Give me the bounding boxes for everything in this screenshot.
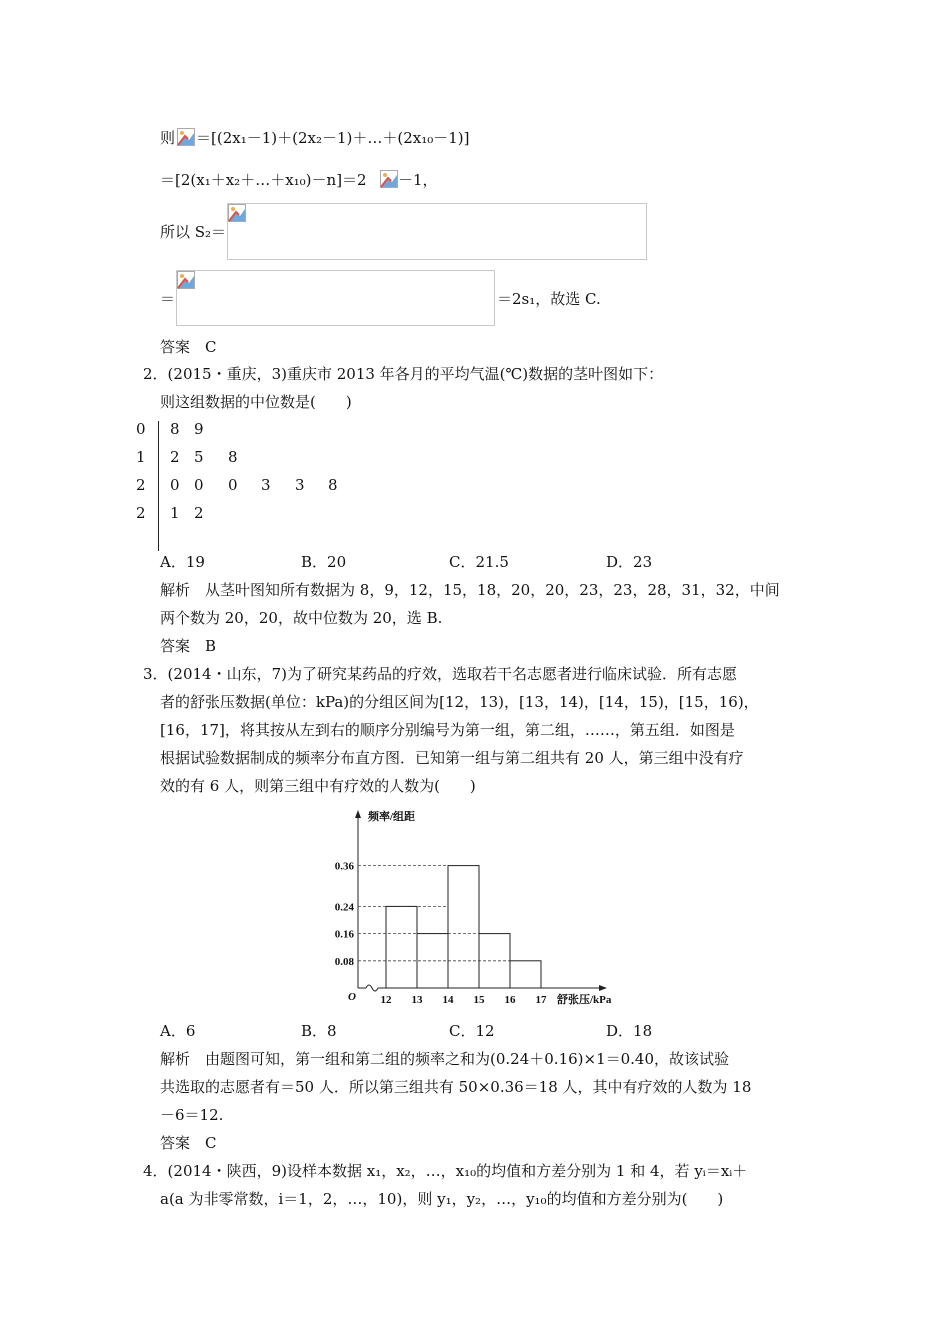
- q2-option-b[interactable]: B．20: [301, 553, 347, 571]
- q3-option-b[interactable]: B．8: [301, 1022, 337, 1040]
- stem-leaf-row: [136, 504, 536, 524]
- q4-line2: a(a 为非零常数，i＝1，2，…，10)，则 y₁，y₂，…，y₁₀的均值和方差分别为( ): [160, 1190, 724, 1208]
- q2-analysis-line2: 两个数为 20，20，故中位数为 20，选 B.: [160, 609, 443, 627]
- q3-line4: 根据试验数据制成的频率分布直方图．已知第一组与第二组共有 20 人，第三组中没有疗: [160, 749, 744, 767]
- sol1-line2-expr: ＝[2(x₁＋x₂＋…＋x₁₀)－n]＝2: [160, 171, 367, 189]
- q3-line1: 3．(2014・山东，7)为了研究某药品的疗效，选取若干名志愿者进行临床试验．所有志愿: [143, 665, 737, 683]
- answer-q2: 答案 B: [160, 637, 217, 655]
- x-axis-label: 舒张压/kPa: [557, 994, 612, 1006]
- histogram-bar: [386, 906, 417, 988]
- q3-analysis-line1: 解析 由题图可知，第一组和第二组的频率之和为(0.24＋0.16)×1＝0.40，故该试验: [160, 1050, 730, 1068]
- y-axis-label: 频率/组距: [368, 811, 416, 823]
- leaf: 1: [170, 504, 180, 522]
- leaf: 2: [170, 448, 180, 466]
- broken-image-icon: [380, 170, 398, 188]
- x-axis-arrow: [599, 985, 607, 991]
- answer-q3: 答案 C: [160, 1134, 217, 1152]
- broken-image-icon: [177, 271, 195, 289]
- leaf: 8: [328, 476, 338, 494]
- q2-prompt: 则这组数据的中位数是( ): [160, 393, 352, 411]
- x-tick-label: 14: [442, 994, 454, 1006]
- leaf: 2: [194, 504, 204, 522]
- q3-line2: 者的舒张压数据(单位：kPa)的分组区间为[12，13)，[13，14)，[14，15)，[15，16)，: [160, 693, 759, 711]
- histogram-bar: [510, 961, 541, 988]
- stem-leaf-row: [136, 476, 536, 496]
- broken-image-icon: [228, 204, 246, 222]
- stem: 2: [136, 504, 146, 522]
- y-tick-label: 0.08: [334, 955, 354, 968]
- histogram-bar: [448, 866, 479, 988]
- origin-label: O: [348, 991, 356, 1003]
- q2-option-a[interactable]: A．19: [160, 553, 205, 571]
- formula-image-frame: [176, 270, 495, 326]
- leaf: 0: [170, 476, 180, 494]
- frequency-histogram: [330, 800, 630, 1015]
- q3-option-d[interactable]: D．18: [606, 1022, 653, 1040]
- q3-analysis-line2: 共选取的志愿者有＝50 人．所以第三组共有 50×0.36＝18 人，其中有疗效的人数为 18: [160, 1078, 752, 1096]
- stem: 0: [136, 420, 146, 438]
- y-tick-label: 0.36: [334, 860, 354, 873]
- leaf: 9: [194, 420, 204, 438]
- x-tick-label: 12: [380, 994, 392, 1006]
- leaf: 3: [295, 476, 305, 494]
- x-tick-label: 15: [473, 994, 485, 1006]
- sol1-line1-expr: ＝[(2x₁－1)＋(2x₂－1)＋…＋(2x₁₀－1)]: [196, 129, 470, 147]
- q2-option-c[interactable]: C．21.5: [449, 553, 509, 571]
- q4-line1: 4．(2014・陕西，9)设样本数据 x₁，x₂，…，x₁₀的均值和方差分别为 1 和 4，若 yᵢ＝xᵢ＋: [143, 1162, 748, 1180]
- leaf: 5: [194, 448, 204, 466]
- q2-analysis-line1: 解析 从茎叶图知所有数据为 8，9，12，15，18，20，20，23，23，28，31，32，中间: [160, 581, 780, 599]
- y-tick-label: 0.16: [334, 928, 354, 941]
- q2-option-d[interactable]: D．23: [606, 553, 653, 571]
- sol1-line1-prefix: 则: [160, 129, 176, 147]
- sol1-line4-prefix: ＝: [160, 290, 176, 308]
- leaf: 8: [170, 420, 180, 438]
- x-tick-label: 13: [411, 994, 423, 1006]
- stem-leaf-row: [136, 448, 536, 468]
- q3-line5: 效的有 6 人，则第三组中有疗效的人数为( ): [160, 777, 476, 795]
- x-tick-label: 17: [535, 994, 547, 1006]
- answer-q1: 答案 C: [160, 338, 217, 356]
- leaf: 3: [261, 476, 271, 494]
- axis-break: [366, 985, 378, 991]
- sol1-line3-prefix: 所以 S₂＝: [160, 223, 227, 241]
- q3-option-c[interactable]: C．12: [449, 1022, 495, 1040]
- formula-image-frame: [227, 203, 647, 260]
- y-tick-label: 0.24: [334, 901, 354, 914]
- sol1-line4-suffix: ＝2s₁，故选 C.: [497, 290, 601, 308]
- leaf: 0: [194, 476, 204, 494]
- stem: 2: [136, 476, 146, 494]
- broken-image-icon: [177, 128, 195, 146]
- sol1-line2-suffix: －1，: [398, 171, 438, 189]
- stem: 1: [136, 448, 146, 466]
- q3-option-a[interactable]: A．6: [160, 1022, 196, 1040]
- stem-leaf-row: [136, 420, 536, 440]
- y-axis-arrow: [355, 810, 361, 818]
- leaf: 8: [228, 448, 238, 466]
- q3-analysis-line3: －6＝12.: [160, 1106, 224, 1124]
- x-tick-label: 16: [504, 994, 516, 1006]
- sol1-line1: [160, 128, 175, 148]
- leaf: 0: [228, 476, 238, 494]
- q2-title: 2．(2015・重庆，3)重庆市 2013 年各月的平均气温(℃)数据的茎叶图如下：: [143, 365, 664, 383]
- q3-line3: [16，17]，将其按从左到右的顺序分别编号为第一组，第二组，……，第五组．如图是: [160, 721, 735, 739]
